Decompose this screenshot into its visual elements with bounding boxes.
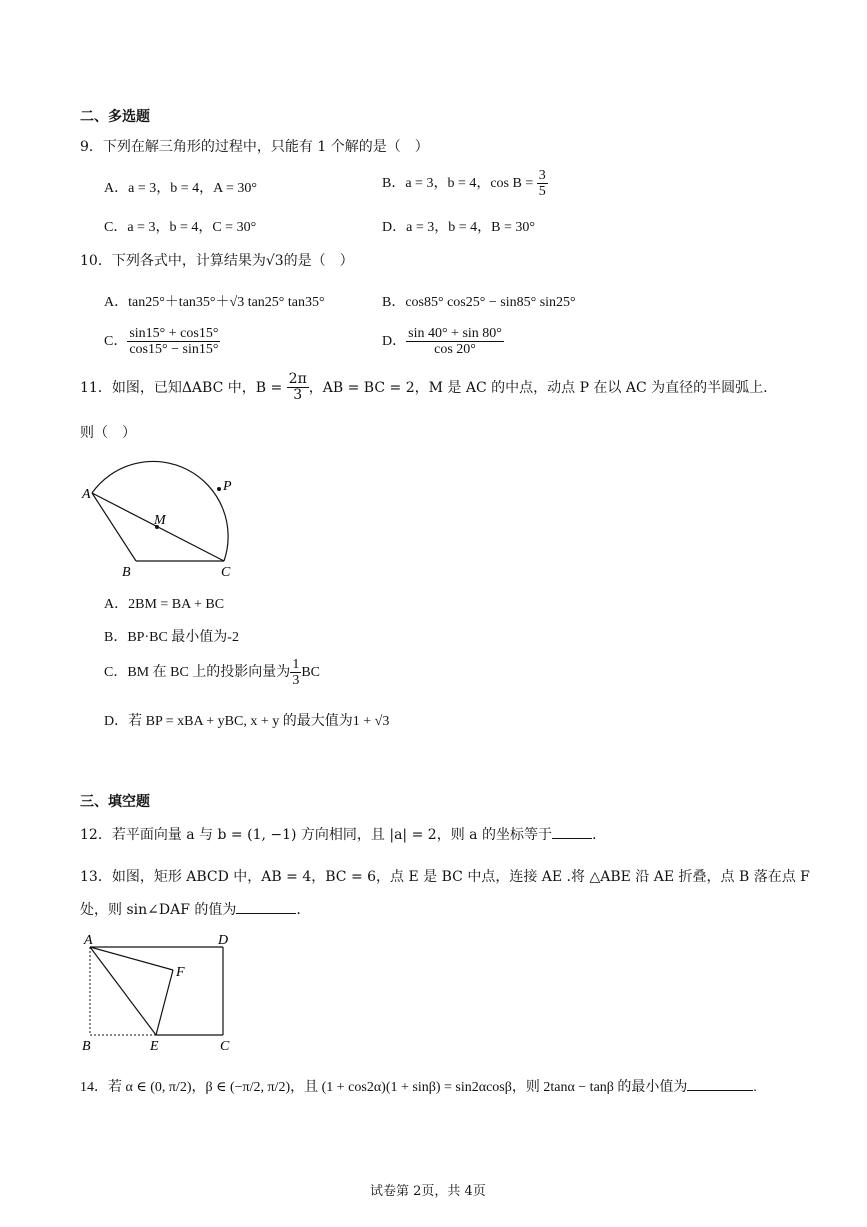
q13-segment-ae	[90, 947, 156, 1035]
q10-c-denominator: cos15° − sin15°	[129, 342, 219, 358]
section-title-fill-in: 三、填空题	[80, 794, 150, 810]
q12-text-post: .	[591, 827, 597, 843]
q11-option-a: A．2BM = BA + BC	[104, 597, 225, 612]
section-title-multiple-choice: 二、多选题	[80, 109, 150, 125]
q13-label-c: C	[220, 1039, 230, 1054]
page-footer: 试卷第 2页，共 4页	[370, 1184, 486, 1199]
q14-text-post: .	[753, 1080, 757, 1095]
q11-option-c-vector: BC	[301, 665, 320, 681]
q11-point-p	[217, 487, 221, 491]
q10-option-b: B．cos85° cos25° − sin85° sin25°	[382, 295, 576, 310]
q13-label-a: A	[84, 933, 93, 948]
q11-option-c-text: C．BM 在 BC 上的投影向量为	[104, 665, 291, 681]
q12-text-pre: 12．若平面向量 a 与 b = (1, −1) 方向相同，且 |a| = 2，则 a 的坐标等于	[80, 827, 552, 843]
q9-option-b-fraction	[537, 168, 548, 200]
q11-semicircle-arc	[92, 461, 228, 561]
q10-option-d	[382, 326, 504, 358]
q13-label-e: E	[150, 1039, 159, 1054]
q11-segment-ab	[92, 493, 136, 561]
q13-segment-af	[90, 947, 173, 970]
question-13-text-line2	[80, 899, 301, 919]
q11-label-a: A	[82, 487, 91, 502]
q10-d-numerator: sin 40° + sin 80°	[408, 326, 502, 341]
q11-c-denominator: 3	[292, 673, 300, 689]
q11-fraction	[287, 372, 309, 404]
q10-option-d-label: D．	[382, 334, 407, 350]
q11-text-pre: 11．如图，已知ΔABC 中，B =	[80, 379, 287, 396]
q13-text-post: .	[296, 902, 301, 918]
q13-segment-fe	[156, 970, 173, 1035]
q13-answer-blank[interactable]	[236, 913, 296, 914]
q10-c-numerator: sin15° + cos15°	[129, 326, 219, 341]
q11-option-c-fraction	[290, 657, 301, 689]
q10-option-a: A．tan25°＋tan35°＋√3 tan25° tan35°	[104, 295, 325, 310]
q9-option-a: A．a = 3，b = 4，A = 30°	[104, 181, 257, 196]
q11-option-c	[104, 657, 320, 689]
q11-option-d: D．若 BP = xBA + yBC, x + y 的最大值为1 + √3	[104, 714, 390, 729]
q9-b-numerator: 3	[538, 168, 546, 183]
q13-label-f: F	[176, 965, 185, 980]
question-11-text-line2: 则（ ）	[80, 425, 136, 441]
q14-text: 14．若 α ∈ (0, π/2)，β ∈ (−π/2, π/2)，且 (1 + cos2α)(1 + sinβ) = sin2αcosβ，则 2tanα − tanβ 的最小值为	[80, 1080, 688, 1095]
q12-answer-blank[interactable]	[552, 838, 592, 839]
q13-label-d: D	[218, 933, 229, 948]
q9-option-b-text: B．a = 3，b = 4，cos B =	[382, 176, 537, 192]
q9-option-b	[382, 168, 548, 200]
q9-option-c: C．a = 3，b = 4，C = 30°	[104, 220, 257, 235]
q13-label-b: B	[82, 1039, 91, 1054]
question-10-text: 10．下列各式中，计算结果为√3的是（ ）	[80, 253, 354, 269]
q10-d-denominator: cos 20°	[434, 342, 476, 358]
q10-option-d-fraction	[406, 326, 504, 358]
q9-option-d: D．a = 3，b = 4，B = 30°	[382, 220, 535, 235]
q9-b-denominator: 5	[538, 184, 546, 200]
q10-option-c	[104, 326, 220, 358]
q11-label-c: C	[221, 565, 231, 580]
q11-frac-denominator: 3	[293, 387, 303, 404]
q11-text-post: ，AB = BC = 2，M 是 AC 的中点，动点 P 在以 AC 为直径的半圆弧上.	[308, 379, 768, 396]
question-9-text: 9．下列在解三角形的过程中，只能有 1 个解的是（ ）	[80, 139, 429, 155]
q11-frac-numerator: 2π	[288, 371, 307, 387]
q10-option-c-label: C．	[104, 334, 128, 350]
q11-label-p: P	[223, 479, 232, 494]
q11-label-b: B	[122, 565, 131, 580]
question-13-text: 13．如图，矩形 ABCD 中，AB = 4，BC = 6，点 E 是 BC 中点，连接 AE .将 △ABE 沿 AE 折叠，点 B 落在点 F	[80, 869, 810, 885]
q13-rectangle-figure	[78, 930, 243, 1058]
q11-option-b: B．BP·BC 最小值为-2	[104, 630, 239, 645]
q11-label-m: M	[154, 513, 166, 528]
q11-triangle-semicircle-figure	[78, 448, 248, 580]
question-12-text	[80, 824, 596, 844]
question-14-text	[80, 1076, 757, 1096]
q11-c-numerator: 1	[292, 657, 300, 672]
q10-option-c-fraction	[127, 326, 220, 358]
question-11-text	[80, 372, 768, 404]
q14-answer-blank[interactable]	[687, 1090, 753, 1091]
q13-text-pre: 处，则 sin∠DAF 的值为	[80, 902, 237, 918]
